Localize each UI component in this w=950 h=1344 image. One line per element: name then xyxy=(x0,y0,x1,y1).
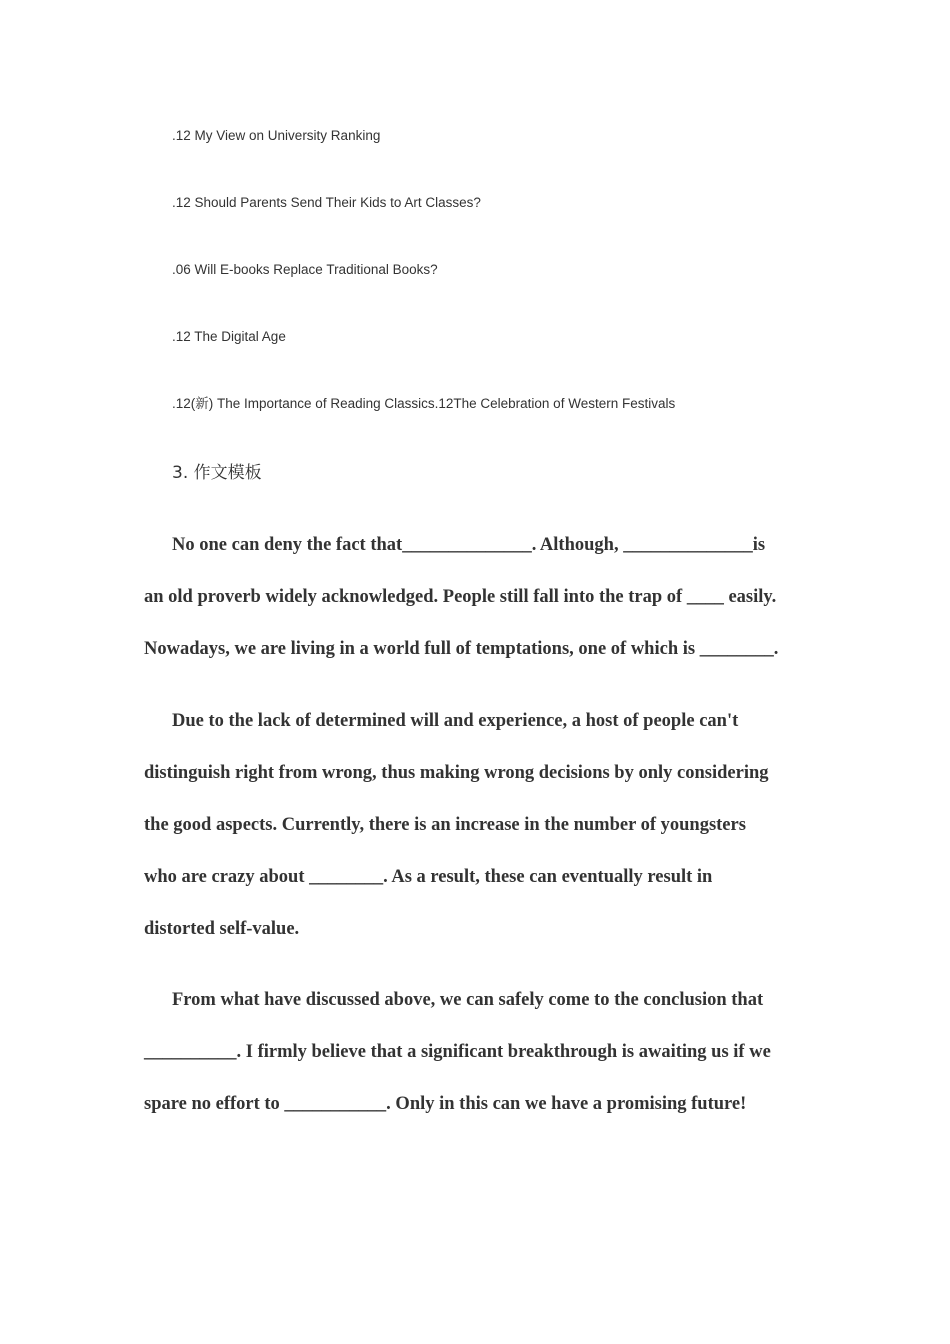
paragraph-line: distorted self-value. xyxy=(144,919,300,939)
topic-item: .12 My View on University Ranking xyxy=(172,128,381,143)
topic-item: .12 Should Parents Send Their Kids to Art Classes? xyxy=(172,195,481,210)
topic-item: .12 The Digital Age xyxy=(172,329,286,344)
topic-item: .06 Will E-books Replace Traditional Books? xyxy=(172,262,438,277)
topic-item: .12(新) The Importance of Reading Classics.12The Celebration of Western Festivals xyxy=(172,396,676,411)
paragraph-line: From what have discussed above, we can safely come to the conclusion that xyxy=(172,990,764,1010)
paragraph-line: No one can deny the fact that______________. Although, ______________is xyxy=(172,535,766,555)
paragraph-line: distinguish right from wrong, thus making wrong decisions by only considering xyxy=(144,763,769,783)
paragraph-line: who are crazy about ________. As a result, these can eventually result in xyxy=(144,867,713,887)
section-heading: 3. 作文模板 xyxy=(172,463,262,483)
template-paragraph-3 xyxy=(144,987,808,1143)
paragraph-line: the good aspects. Currently, there is an increase in the number of youngsters xyxy=(144,815,746,835)
paragraph-line: Due to the lack of determined will and experience, a host of people can't xyxy=(172,711,739,731)
paragraph-line: an old proverb widely acknowledged. People still fall into the trap of ____ easily. xyxy=(144,587,777,607)
template-paragraph-1 xyxy=(144,532,808,688)
paragraph-line: Nowadays, we are living in a world full of temptations, one of which is ________. xyxy=(144,639,779,659)
template-paragraph-2 xyxy=(144,708,808,968)
paragraph-line: spare no effort to ___________. Only in this can we have a promising future! xyxy=(144,1094,747,1114)
paragraph-line: __________. I firmly believe that a significant breakthrough is awaiting us if we xyxy=(144,1042,771,1062)
